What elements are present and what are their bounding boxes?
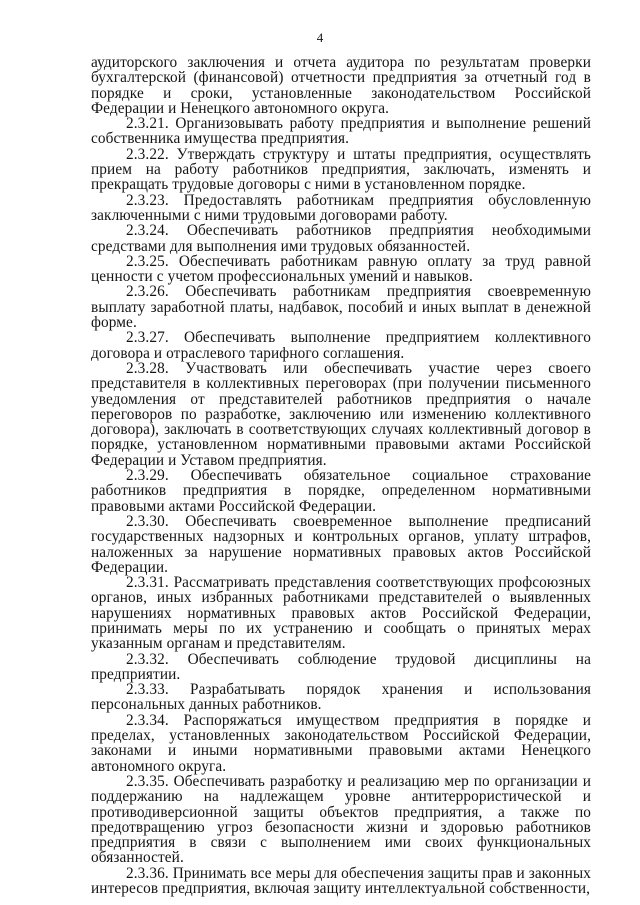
paragraph-2-3-26: 2.3.26. Обеспечивать работникам предприятия своевременную выплату заработной платы, надбавок, пособий и иных выплат в денежной форме.: [91, 283, 591, 332]
paragraph-2-3-28: 2.3.28. Участвовать или обеспечивать участие через своего представителя в коллективных переговорах (при получении письменного уведомления от представителей работников предприятия о начале переговоров по разработке, заключению или изменению коллективного договора), заключать в соответствующих случаях коллективный договор в порядке, установленном нормативными правовыми актами Российской Федерации и Уставом предприятия.: [91, 359, 591, 469]
paragraph-continued: аудиторского заключения и отчета аудитора по результатам проверки бухгалтерской (финансовой) отчетности предприятия за отчетный год в порядке и сроки, установленные законодательством Российской Федерации и Ненецкого автономного округа.: [91, 54, 591, 117]
paragraph-2-3-25: 2.3.25. Обеспечивать работникам равную оплату за труд равной ценности с учетом профессиональных умений и навыков.: [91, 252, 591, 286]
paragraph-2-3-30: 2.3.30. Обеспечивать своевременное выполнение предписаний государственных надзорных и контрольных органов, уплату штрафов, наложенных за нарушение нормативных правовых актов Российской Федерации.: [91, 512, 591, 576]
paragraph-2-3-21: 2.3.21. Организовывать работу предприятия и выполнение решений собственника имущества предприятия.: [91, 115, 591, 148]
paragraph-2-3-33: 2.3.33. Разрабатывать порядок хранения и использования персональных данных работников.: [91, 681, 591, 714]
paragraph-2-3-29: 2.3.29. Обеспечивать обязательное социальное страхование работников предприятия в порядке, определенном нормативными правовыми актами Российской Федерации.: [91, 467, 591, 515]
paragraph-2-3-24: 2.3.24. Обеспечивать работников предприятия необходимыми средствами для выполнения ими трудовых обязанностей.: [91, 222, 591, 255]
paragraph-2-3-22: 2.3.22. Утверждать структуру и штаты предприятия, осуществлять прием на работу работников предприятия, заключать, изменять и прекращать трудовые договоры с ними в установленном порядке.: [91, 145, 591, 194]
paragraph-2-3-35: 2.3.35. Обеспечивать разработку и реализацию мер по организации и поддержанию на надлежащем уровне антитеррористической и противодиверсионной защиты объектов предприятия, а также по предотвращению угроз безопасности жизни и здоровью работников предприятия в связи с выполнением ими своих функциональных обязанностей.: [91, 772, 591, 867]
paragraph-2-3-34: 2.3.34. Распоряжаться имуществом предприятия в порядке и пределах, установленных законодательством Российской Федерации, законами и иными нормативными правовыми актами Ненецкого автономного округа.: [91, 711, 591, 775]
paragraph-2-3-32: 2.3.32. Обеспечивать соблюдение трудовой дисциплины на предприятии.: [91, 650, 591, 683]
page-number: 4: [316, 30, 324, 45]
paragraph-2-3-36: 2.3.36. Принимать все меры для обеспечения защиты прав и законных интересов предприятия, включая защиту интеллектуальной собственности,: [91, 864, 591, 898]
paragraph-2-3-23: 2.3.23. Предоставлять работникам предприятия обусловленную заключенными с ними трудовыми договорами работу.: [91, 191, 591, 224]
document-body: [91, 55, 591, 896]
paragraph-2-3-27: 2.3.27. Обеспечивать выполнение предприятием коллективного договора и отраслевого тарифного соглашения.: [91, 329, 591, 362]
paragraph-2-3-31: 2.3.31. Рассматривать представления соответствующих профсоюзных органов, иных избранных работниками представителей о выявленных нарушениях нормативных правовых актов Российской Федерации, принимать меры по их устранению и сообщать о принятых мерах указанным органам и представителям.: [91, 574, 591, 653]
